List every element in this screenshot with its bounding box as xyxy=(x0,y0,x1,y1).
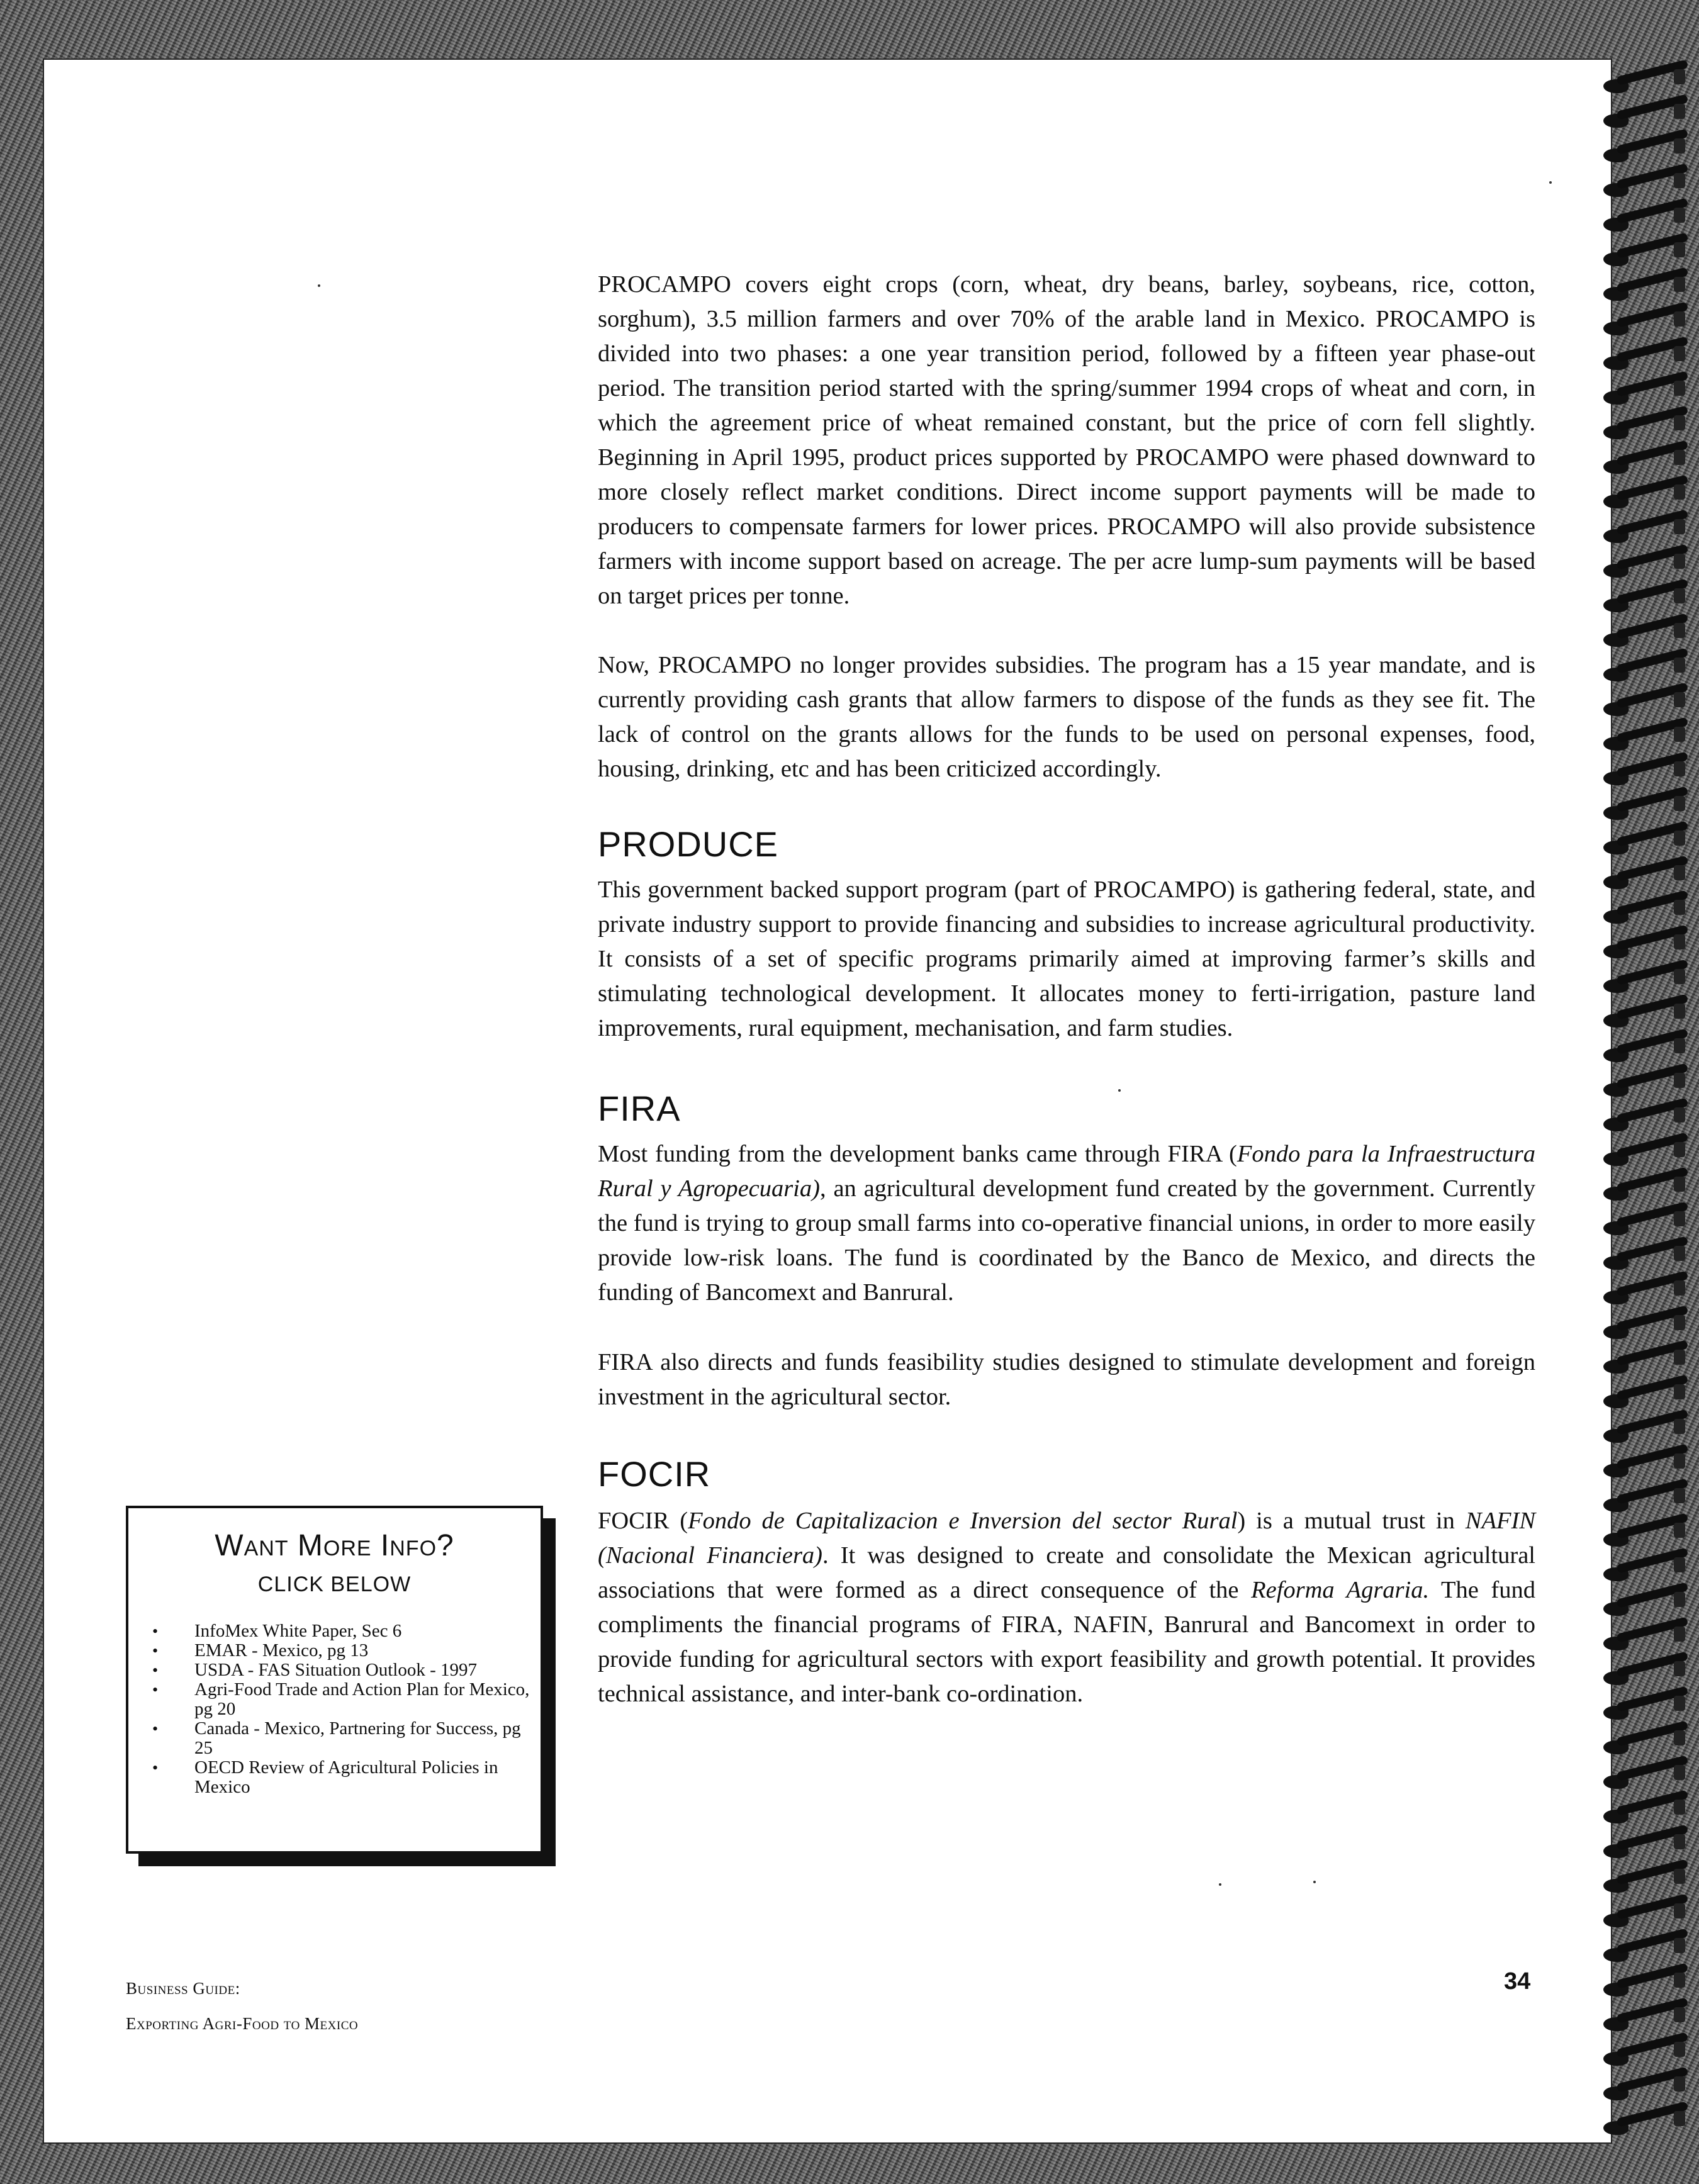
spiral-coil xyxy=(1598,1114,1693,1133)
spiral-coil xyxy=(1598,1840,1693,1859)
spiral-coil xyxy=(1598,871,1693,890)
spiral-coil xyxy=(1598,837,1693,856)
scan-speck xyxy=(1219,1883,1221,1886)
produce-text: This government backed support program (part of PROCAMPO) is gathering federal, state, and private industry support to provide financing and subsidies to increase agricultural productivity. It consists of a set of specific programs primarily aimed at improving farmer’s skills and stimulating technological development. It allocates money to ferti-irrigation, pasture land improvements, rural equipment, mechanisation, and farm studies. xyxy=(598,876,1535,1041)
spiral-coil xyxy=(1598,1598,1693,1617)
spiral-coil xyxy=(1598,1425,1693,1444)
spiral-coil xyxy=(1598,1494,1693,1513)
spiral-coil xyxy=(1598,802,1693,821)
scan-speck xyxy=(1549,181,1552,184)
info-link-partnering[interactable] xyxy=(141,1719,531,1758)
spiral-coil xyxy=(1598,525,1693,544)
spiral-coil xyxy=(1598,768,1693,787)
spiral-coil xyxy=(1598,387,1693,406)
bullet-icon: • xyxy=(152,1622,159,1640)
focir-text-c: . It was designed to create and consolidate the Mexican agricultural associations that were formed as a direct consequence of the xyxy=(598,1542,1535,1603)
spiral-coil xyxy=(1598,1702,1693,1721)
info-link-label: Canada - Mexico, Partnering for Success, pg 25 xyxy=(194,1718,521,1758)
info-link-infomex[interactable] xyxy=(141,1621,531,1641)
spiral-coil xyxy=(1598,1806,1693,1825)
focir-nafin-name: NAFIN (Nacional Financiera) xyxy=(598,1508,1535,1569)
spiral-coil xyxy=(1598,1218,1693,1236)
procampo-paragraph-2 xyxy=(598,648,1535,787)
bullet-icon: • xyxy=(152,1642,159,1660)
procampo-text-1: PROCAMPO covers eight crops (corn, wheat, dry beans, barley, soybeans, rice, cotton, sorghum), 3.5 million farmers and over 70% of the arable land in Mexico. PROCAMPO is divided into two phases: a one year transition period, followed by a fifteen year phase-out period. The transition period started with the spring/summer 1994 crops of wheat and corn, in which the agreement price of wheat remained constant, but the price of corn fell slightly. Beginning in April 1995, product prices supported by PROCAMPO were phased downward to more closely reflect market conditions. Direct income support payments will be made to producers to compensate farmers for lower prices. PROCAMPO will also provide subsistence farmers with income support based on acreage. The per acre lump-sum payments will be based on target prices per tonne. xyxy=(598,271,1535,609)
spiral-coil xyxy=(1598,1460,1693,1479)
fira-paragraph-1 xyxy=(598,1137,1535,1310)
focir-reforma-name: Reforma Agraria. xyxy=(1251,1577,1430,1603)
info-link-usda[interactable] xyxy=(141,1660,531,1680)
spiral-coil xyxy=(1598,1944,1693,1963)
spiral-coil xyxy=(1598,145,1693,164)
spiral-coil xyxy=(1598,1633,1693,1652)
fira-text-2: FIRA also directs and funds feasibility studies designed to stimulate development and foreign investment in the agricultural sector. xyxy=(598,1349,1535,1410)
spiral-coil xyxy=(1598,595,1693,613)
page-footer xyxy=(126,1971,358,2041)
spiral-coil xyxy=(1598,1529,1693,1548)
spiral-coil xyxy=(1598,1287,1693,1306)
spiral-coil xyxy=(1598,76,1693,94)
spiral-coil xyxy=(1598,698,1693,717)
spiral-coil xyxy=(1598,2013,1693,2032)
more-info-box xyxy=(126,1506,543,1854)
info-link-label: USDA - FAS Situation Outlook - 1997 xyxy=(194,1660,478,1680)
spiral-coil xyxy=(1598,283,1693,302)
footer-line-1: Business Guide: xyxy=(126,1979,240,1998)
spiral-coil xyxy=(1598,352,1693,371)
bullet-icon: • xyxy=(152,1720,159,1738)
procampo-paragraph-1 xyxy=(598,267,1535,613)
spiral-coil xyxy=(1598,1252,1693,1271)
spiral-coil xyxy=(1598,1667,1693,1686)
focir-paragraph xyxy=(598,1504,1535,1711)
spiral-coil xyxy=(1598,975,1693,994)
fira-heading: FIRA xyxy=(598,1089,681,1128)
spiral-coil xyxy=(1598,110,1693,129)
info-link-label: Agri-Food Trade and Action Plan for Mexico, pg 20 xyxy=(194,1679,530,1719)
focir-text-d: The fund compliments the financial programs of FIRA, NAFIN, Banrural and Bancomext in order to provide funding for agricultural sectors with export feasibility and growth potential. It provides technical assistance, and inter-bank co-ordination. xyxy=(598,1577,1536,1707)
spiral-coil xyxy=(1598,214,1693,233)
spiral-coil xyxy=(1598,422,1693,440)
produce-heading: PRODUCE xyxy=(598,824,779,864)
spiral-coil xyxy=(1598,491,1693,510)
info-link-label: InfoMex White Paper, Sec 6 xyxy=(194,1621,402,1641)
spiral-coil xyxy=(1598,179,1693,198)
page-number: 34 xyxy=(1504,1968,1531,1995)
spiral-coil xyxy=(1598,1010,1693,1029)
spiral-coil xyxy=(1598,1356,1693,1375)
spiral-coil xyxy=(1598,2117,1693,2136)
spiral-coil xyxy=(1598,664,1693,683)
spiral-coil xyxy=(1598,249,1693,267)
info-link-label: EMAR - Mexico, pg 13 xyxy=(194,1640,369,1660)
spiral-coil xyxy=(1598,1079,1693,1098)
spiral-binding xyxy=(1598,76,1699,2152)
spiral-coil xyxy=(1598,1875,1693,1894)
click-below-label: CLICK BELOW xyxy=(257,1572,412,1596)
procampo-text-2: Now, PROCAMPO no longer provides subsidies. The program has a 15 year mandate, and is currently providing cash grants that allow farmers to dispose of the funds as they see fit. The lack of control on the grants allows for the funds to be used on personal expenses, food, housing, drinking, etc and has been criticized accordingly. xyxy=(598,652,1535,782)
spiral-coil xyxy=(1598,560,1693,579)
focir-text-a: FOCIR ( xyxy=(598,1508,688,1534)
spiral-coil xyxy=(1598,1044,1693,1063)
info-link-label: OECD Review of Agricultural Policies in Mexico xyxy=(194,1757,498,1797)
spiral-coil xyxy=(1598,1771,1693,1790)
info-link-oecd[interactable] xyxy=(141,1758,531,1797)
spiral-coil xyxy=(1598,1183,1693,1202)
spiral-coil xyxy=(1598,1910,1693,1929)
spiral-coil xyxy=(1598,629,1693,648)
spiral-coil xyxy=(1598,2083,1693,2102)
bullet-icon: • xyxy=(152,1759,159,1777)
fira-text-a: Most funding from the development banks came through FIRA ( xyxy=(598,1141,1237,1167)
spiral-coil xyxy=(1598,733,1693,752)
spiral-coil xyxy=(1598,1391,1693,1409)
scan-speck xyxy=(318,284,320,287)
more-info-title: Want More Info? xyxy=(215,1529,454,1562)
focir-fund-name: Fondo de Capitalizacion e Inversion del sector Rural xyxy=(688,1508,1238,1534)
bullet-icon: • xyxy=(152,1661,159,1679)
spiral-coil xyxy=(1598,1737,1693,1756)
scan-speck xyxy=(1118,1089,1121,1092)
spiral-coil xyxy=(1598,1321,1693,1340)
fira-text-b: , an agricultural development fund created by the government. Currently the fund is trying to group small farms into co-operative financial unions, in order to more easily provide low-risk loans. The fund is coordinated by the Banco de Mexico, and directs the funding of Bancomext and Banrural. xyxy=(598,1175,1535,1306)
scan-speck xyxy=(1313,1881,1316,1883)
spiral-coil xyxy=(1598,318,1693,337)
info-link-emar[interactable] xyxy=(141,1641,531,1660)
fira-fund-name: Fondo para la Infraestructura Rural y Agropecuaria) xyxy=(598,1141,1535,1202)
footer-line-2: Exporting Agri-Food to Mexico xyxy=(126,2014,359,2033)
spiral-coil xyxy=(1598,2048,1693,2067)
focir-heading: FOCIR xyxy=(598,1454,711,1494)
info-link-list xyxy=(141,1621,531,1797)
fira-paragraph-2 xyxy=(598,1345,1535,1414)
spiral-coil xyxy=(1598,1979,1693,1998)
focir-text-b: ) is a mutual trust in xyxy=(1237,1508,1466,1534)
spiral-coil xyxy=(1598,1148,1693,1167)
bullet-icon: • xyxy=(152,1681,159,1699)
produce-paragraph xyxy=(598,873,1535,1046)
info-link-action-plan[interactable] xyxy=(141,1680,531,1719)
spiral-coil xyxy=(1598,1564,1693,1582)
spiral-coil xyxy=(1598,941,1693,960)
spiral-coil xyxy=(1598,456,1693,475)
spiral-coil xyxy=(1598,906,1693,925)
